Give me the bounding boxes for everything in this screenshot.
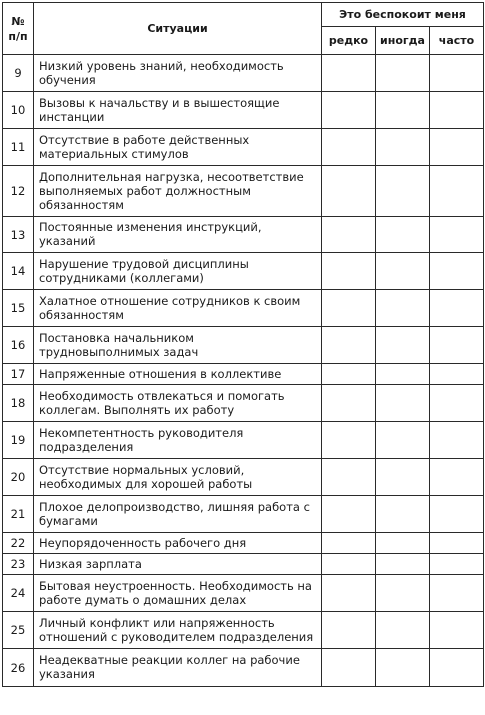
row-number: 16	[3, 327, 34, 364]
table-row	[3, 129, 484, 166]
row-number: 24	[3, 575, 34, 612]
row-number: 9	[3, 55, 34, 92]
table-row	[3, 612, 484, 649]
row-situation: Халатное отношение сотрудников к своим обязанностям	[34, 290, 322, 327]
answer-cell-rarely[interactable]	[322, 253, 376, 290]
answer-cell-rarely[interactable]	[322, 575, 376, 612]
answer-cell-often[interactable]	[430, 554, 484, 575]
answer-cell-sometimes[interactable]	[376, 55, 430, 92]
table-row	[3, 327, 484, 364]
table-row	[3, 554, 484, 575]
row-situation: Низкая зарплата	[34, 554, 322, 575]
answer-cell-often[interactable]	[430, 253, 484, 290]
row-number: 22	[3, 533, 34, 554]
header-often: часто	[430, 27, 484, 55]
answer-cell-often[interactable]	[430, 459, 484, 496]
answer-cell-often[interactable]	[430, 217, 484, 253]
answer-cell-rarely[interactable]	[322, 217, 376, 253]
answer-cell-sometimes[interactable]	[376, 290, 430, 327]
answer-cell-rarely[interactable]	[322, 649, 376, 687]
answer-cell-rarely[interactable]	[322, 385, 376, 422]
header-number-label: № п/п	[8, 14, 28, 43]
stress-situations-table	[2, 2, 484, 687]
header-frequency-group: Это беспокоит меня	[322, 3, 484, 27]
row-situation: Необходимость отвлекаться и помогать коллегам. Выполнять их работу	[34, 385, 322, 422]
row-number: 18	[3, 385, 34, 422]
row-situation: Низкий уровень знаний, необходимость обучения	[34, 55, 322, 92]
answer-cell-often[interactable]	[430, 290, 484, 327]
row-situation: Нарушение трудовой дисциплины сотрудниками (коллегами)	[34, 253, 322, 290]
table-row	[3, 422, 484, 459]
table-row	[3, 385, 484, 422]
answer-cell-often[interactable]	[430, 364, 484, 385]
answer-cell-often[interactable]	[430, 385, 484, 422]
answer-cell-often[interactable]	[430, 533, 484, 554]
row-number: 25	[3, 612, 34, 649]
table-body	[3, 55, 484, 687]
table-row	[3, 290, 484, 327]
answer-cell-often[interactable]	[430, 55, 484, 92]
table-row	[3, 533, 484, 554]
row-number: 13	[3, 217, 34, 253]
answer-cell-rarely[interactable]	[322, 92, 376, 129]
row-situation: Бытовая неустроенность. Необходимость на работе думать о домашних делах	[34, 575, 322, 612]
row-situation: Личный конфликт или напряженность отношений с руководителем подразделения	[34, 612, 322, 649]
row-number: 17	[3, 364, 34, 385]
answer-cell-often[interactable]	[430, 166, 484, 217]
row-situation: Плохое делопроизводство, лишняя работа с бумагами	[34, 496, 322, 533]
row-number: 20	[3, 459, 34, 496]
row-situation: Неупорядоченность рабочего дня	[34, 533, 322, 554]
answer-cell-sometimes[interactable]	[376, 554, 430, 575]
answer-cell-rarely[interactable]	[322, 290, 376, 327]
answer-cell-rarely[interactable]	[322, 459, 376, 496]
table-row	[3, 253, 484, 290]
answer-cell-sometimes[interactable]	[376, 166, 430, 217]
answer-cell-rarely[interactable]	[322, 554, 376, 575]
answer-cell-often[interactable]	[430, 649, 484, 687]
answer-cell-sometimes[interactable]	[376, 364, 430, 385]
row-situation: Отсутствие нормальных условий, необходимых для хорошей работы	[34, 459, 322, 496]
answer-cell-sometimes[interactable]	[376, 327, 430, 364]
answer-cell-sometimes[interactable]	[376, 496, 430, 533]
answer-cell-often[interactable]	[430, 496, 484, 533]
answer-cell-often[interactable]	[430, 92, 484, 129]
answer-cell-often[interactable]	[430, 422, 484, 459]
answer-cell-rarely[interactable]	[322, 422, 376, 459]
answer-cell-rarely[interactable]	[322, 533, 376, 554]
row-number: 14	[3, 253, 34, 290]
answer-cell-rarely[interactable]	[322, 364, 376, 385]
row-number: 15	[3, 290, 34, 327]
row-number: 12	[3, 166, 34, 217]
answer-cell-rarely[interactable]	[322, 129, 376, 166]
row-situation: Постановка начальником трудновыполнимых задач	[34, 327, 322, 364]
row-situation: Постоянные изменения инструкций, указаний	[34, 217, 322, 253]
table-row	[3, 364, 484, 385]
table-row	[3, 92, 484, 129]
answer-cell-rarely[interactable]	[322, 612, 376, 649]
table-row	[3, 55, 484, 92]
table-row	[3, 459, 484, 496]
header-number	[3, 3, 34, 55]
row-number: 10	[3, 92, 34, 129]
header-situations: Ситуации	[34, 3, 322, 55]
row-situation: Некомпетентность руководителя подразделения	[34, 422, 322, 459]
row-situation: Вызовы к начальству и в вышестоящие инстанции	[34, 92, 322, 129]
answer-cell-sometimes[interactable]	[376, 649, 430, 687]
answer-cell-sometimes[interactable]	[376, 217, 430, 253]
answer-cell-sometimes[interactable]	[376, 253, 430, 290]
row-situation: Отсутствие в работе действенных материальных стимулов	[34, 129, 322, 166]
row-number: 21	[3, 496, 34, 533]
answer-cell-sometimes[interactable]	[376, 612, 430, 649]
answer-cell-sometimes[interactable]	[376, 575, 430, 612]
row-number: 11	[3, 129, 34, 166]
answer-cell-rarely[interactable]	[322, 327, 376, 364]
answer-cell-sometimes[interactable]	[376, 129, 430, 166]
table-row	[3, 217, 484, 253]
answer-cell-often[interactable]	[430, 575, 484, 612]
answer-cell-sometimes[interactable]	[376, 92, 430, 129]
answer-cell-sometimes[interactable]	[376, 422, 430, 459]
answer-cell-rarely[interactable]	[322, 166, 376, 217]
row-number: 26	[3, 649, 34, 687]
row-number: 23	[3, 554, 34, 575]
answer-cell-sometimes[interactable]	[376, 459, 430, 496]
table-row	[3, 496, 484, 533]
header-sometimes: иногда	[376, 27, 430, 55]
answer-cell-sometimes[interactable]	[376, 385, 430, 422]
table-row	[3, 166, 484, 217]
table-row	[3, 575, 484, 612]
answer-cell-sometimes[interactable]	[376, 533, 430, 554]
table-row	[3, 649, 484, 687]
answer-cell-often[interactable]	[430, 327, 484, 364]
header-rarely: редко	[322, 27, 376, 55]
row-situation: Дополнительная нагрузка, несоответствие выполняемых работ должностным обязанностям	[34, 166, 322, 217]
row-situation: Неадекватные реакции коллег на рабочие указания	[34, 649, 322, 687]
row-number: 19	[3, 422, 34, 459]
answer-cell-often[interactable]	[430, 129, 484, 166]
row-situation: Напряженные отношения в коллективе	[34, 364, 322, 385]
answer-cell-often[interactable]	[430, 612, 484, 649]
answer-cell-rarely[interactable]	[322, 55, 376, 92]
answer-cell-rarely[interactable]	[322, 496, 376, 533]
